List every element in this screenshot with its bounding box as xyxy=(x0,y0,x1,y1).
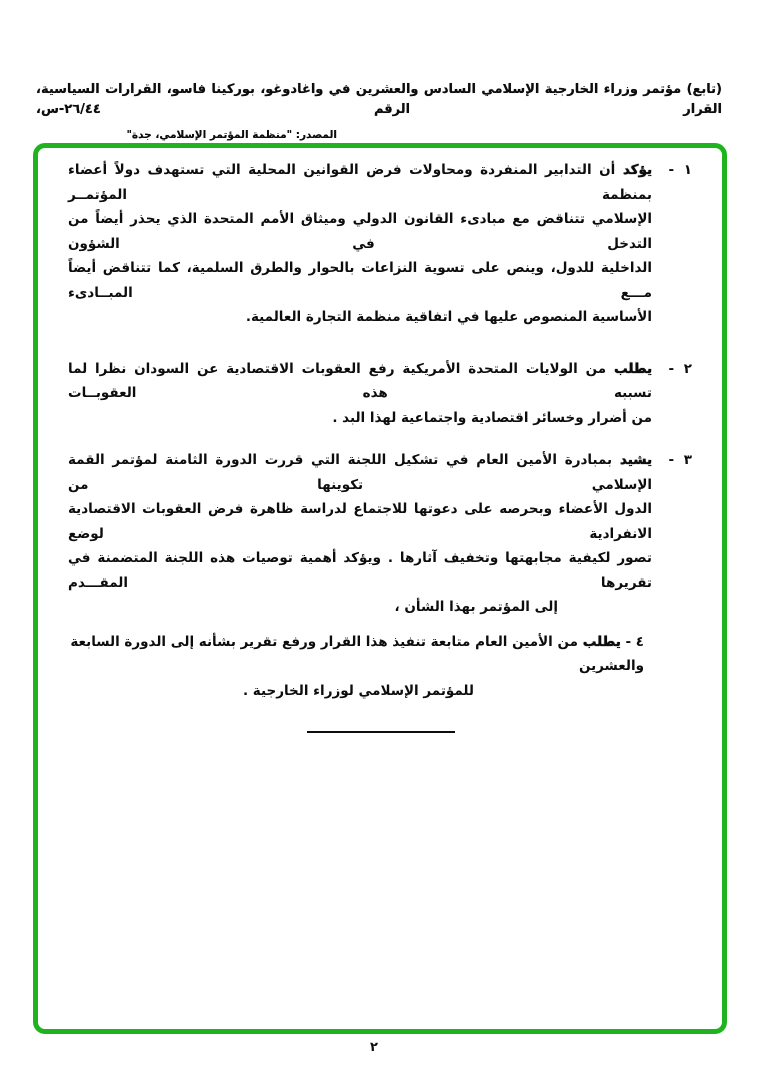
clause-1-keyword: يؤكد xyxy=(622,162,652,178)
clause-line: الداخلية للدول، وينص على تسوية النزاعات بالحوار والطرق السلمية، كما تتناقض أيضاً مـــع المبــادىء xyxy=(68,260,652,301)
clause-3-number: ٣ - xyxy=(668,452,692,468)
clause-line xyxy=(68,630,644,679)
clause-3-keyword: يشيد xyxy=(619,452,652,468)
clause-line-text: أن التدابير المنفردة ومحاولات فرض القوانين المحلية التي تستهدف دولاً أعضاء بمنظمة المؤتمــر xyxy=(68,162,652,203)
clause-line: الأساسية المنصوص عليها في اتفاقية منظمة التجارة العالمية. xyxy=(245,309,652,325)
clause-line: الإسلامي تتناقض مع مبادىء القانون الدولي وميثاق الأمم المتحدة الذي يحذر أيضاً من التدخل في الشؤون xyxy=(68,211,652,252)
clause-line: الدول الأعضاء وبحرصه على دعوتها للاجتماع لدراسة ظاهرة فرض العقوبات الاقتصادية الانفرادية لوضع xyxy=(68,501,652,542)
clause-line: للمؤتمر الإسلامي لوزراء الخارجية . xyxy=(242,682,474,699)
clause-line xyxy=(68,158,652,207)
clause-2-keyword: يطلب xyxy=(613,360,653,377)
clause-line-text: بمبادرة الأمين العام في تشكيل اللجنة التي قررت الدورة الثامنة لمؤتمر القمة الإسلامي تكوينها من xyxy=(68,452,652,493)
clause-4-keyword: يطلب xyxy=(582,633,621,650)
resolution-border-box xyxy=(33,143,727,1034)
clause-2-text xyxy=(68,357,652,431)
clause-4-number: ٤ - xyxy=(625,633,644,650)
clause-line xyxy=(68,357,652,406)
clause-line: تصور لكيفية مجابهتها وتخفيف آثارها . ويؤكد أهمية توصيات هذه اللجنة المتضمنة في تقريرها المقـــدم xyxy=(68,550,652,591)
clause-line-text: من الأمين العام متابعة تنفيذ هذا القرار ورفع تقرير بشأنه إلى الدورة السابعة والعشرين xyxy=(70,633,644,674)
source-line: المصدر: "منظمة المؤتمر الإسلامي، جدة" xyxy=(126,129,337,141)
clause-line-text: من الولايات المتحدة الأمريكية رفع العقوبات الاقتصادية عن السودان نظرا لما تسببه هذه العقوبــات xyxy=(68,360,652,401)
page-number: ٢ xyxy=(370,1040,378,1055)
clause-2 xyxy=(68,357,692,431)
clause-4 xyxy=(68,630,644,704)
clause-line: من أضرار وخسائر اقتصادية واجتماعية لهذا البد . xyxy=(332,409,652,426)
clause-1-number: ١ - xyxy=(668,162,692,178)
clause-line xyxy=(68,448,652,497)
divider-line xyxy=(307,731,455,733)
clause-1 xyxy=(68,158,692,330)
clause-3-text xyxy=(68,448,652,620)
clause-2-number: ٢ - xyxy=(668,360,692,377)
clause-1-text xyxy=(68,158,652,330)
clause-line: إلى المؤتمر بهذا الشأن ، xyxy=(394,599,558,615)
header-citation: (تابع) مؤتمر وزراء الخارجية الإسلامي السادس والعشرين في واغادوغو، بوركينا فاسو، القرارات السياسية، القرار الرقم ٢٦/٤٤-س، xyxy=(36,82,722,117)
clause-3 xyxy=(68,448,692,620)
